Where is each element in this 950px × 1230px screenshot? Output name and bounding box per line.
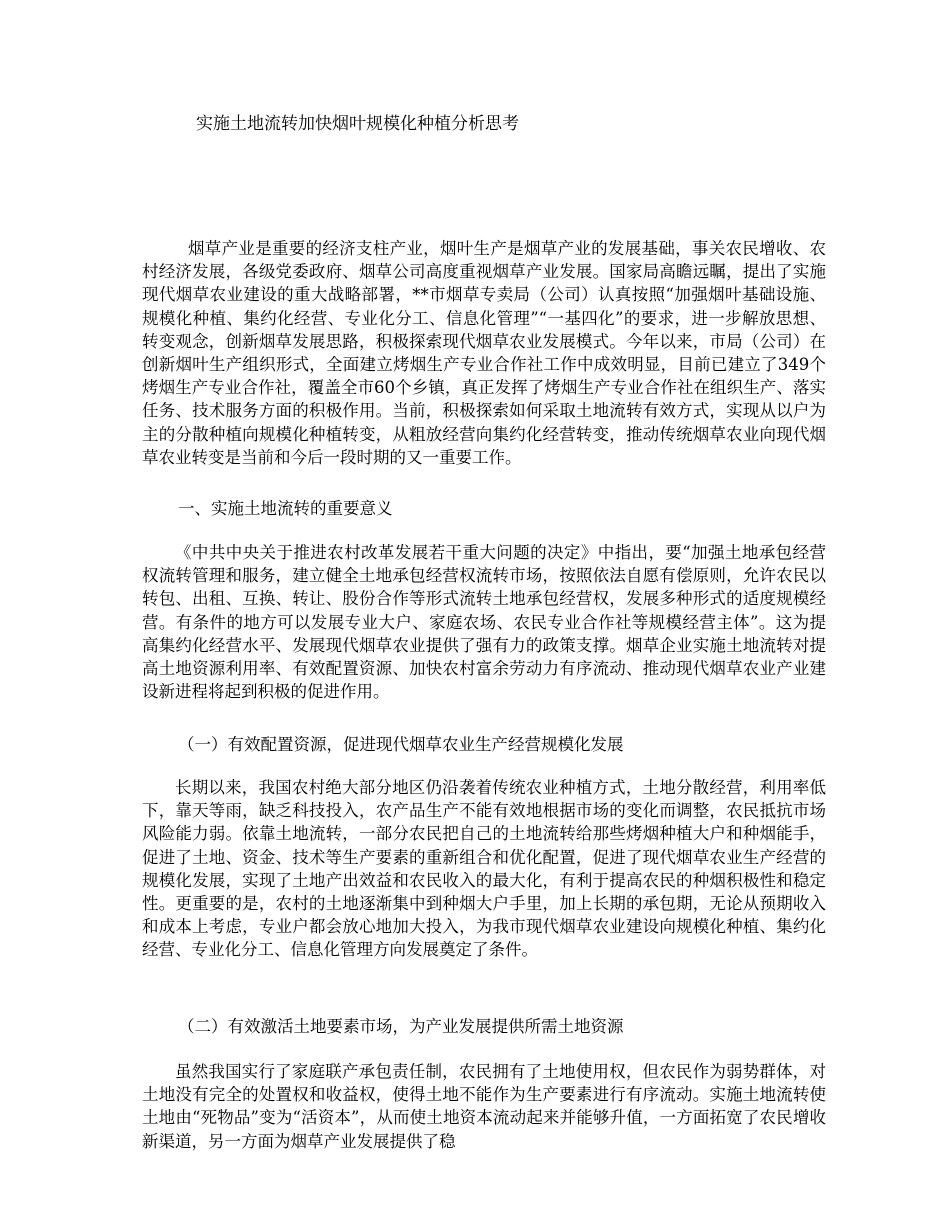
paragraph-2: 长期以来，我国农村绝大部分地区仍沿袭着传统农业种植方式，土地分散经营，利用率低下，靠天等雨，缺乏科技投入，农产品生产不能有效地根据市场的变化而调整，农民抵抗市场风险能力弱。依靠土地流转，一部分农民把自己的土地流转给那些烤烟种植大户和种烟能手，促进了土地、资金、技术等生产要素的重新组合和优化配置，促进了现代烟草农业生产经营的规模化发展，实现了土地产出效益和农民收入的最大化，有利于提高农民的种烟积极性和稳定性。更重要的是，农村的土地逐渐集中到种烟大户手里，加上长期的承包期，无论从预期收入和成本上考虑，专业户都会放心地加大投入，为我市现代烟草农业建设向规模化种植、集约化经营、专业化分工、信息化管理方向发展奠定了条件。 [142,778,826,960]
section-heading-1: 一、实施土地流转的重要意义 [178,499,393,518]
subsection-heading-2: （二）有效激活土地要素市场，为产业发展提供所需土地资源 [178,1017,624,1036]
subsection-heading-1: （一）有效配置资源，促进现代烟草农业生产经营规模化发展 [178,735,624,754]
paragraph-1: 《中共中央关于推进农村改革发展若干重大问题的决定》中指出，要“加强土地承包经营权流转管理和服务，建立健全土地承包经营权流转市场，按照依法自愿有偿原则，允许农民以转包、出租、互换、转让、股份合作等形式流转土地承包经营权，发展多种形式的适度规模经营。有条件的地方可以发展专业大户、家庭农场、农民专业合作社等规模经营主体”。这为提高集约化经营水平、发展现代烟草农业提供了强有力的政策支撑。烟草企业实施土地流转对提高土地资源利用率、有效配置资源、加快农村富余劳动力有序流动、推动现代烟草农业产业建设新进程将起到积极的促进作用。 [142,543,826,702]
paragraph-3: 虽然我国实行了家庭联产承包责任制，农民拥有了土地使用权，但农民作为弱势群体，对土地没有完全的处置权和收益权，使得土地不能作为生产要素进行有序流动。实施土地流转使土地由“死物品”变为“活资本”，从而使土地资本流动起来并能够升值，一方面拓宽了农民增收新渠道，另一方面为烟草产业发展提供了稳 [142,1062,826,1151]
paragraph-intro: 烟草产业是重要的经济支柱产业，烟叶生产是烟草产业的发展基础，事关农民增收、农村经济发展，各级党委政府、烟草公司高度重视烟草产业发展。国家局高瞻远瞩，提出了实施现代烟草农业建设的重大战略部署，**市烟草专卖局（公司）认真按照“加强烟叶基础设施、规模化种植、集约化经营、专业化分工、信息化管理”“一基四化”的要求，进一步解放思想、转变观念，创新烟草发展思路，积极探索现代烟草农业发展模式。今年以来，市局（公司）在创新烟叶生产组织形式，全面建立烤烟生产专业合作社工作中成效明显，目前已建立了349个烤烟生产专业合作社，覆盖全市60个乡镇，真正发挥了烤烟生产专业合作社在组织生产、落实任务、技术服务方面的积极作用。当前，积极探索如何采取土地流转有效方式，实现从以户为主的分散种植向规模化种植转变，从粗放经营向集约化经营转变，推动传统烟草农业向现代烟草农业转变是当前和今后一段时期的又一重要工作。 [142,239,826,467]
document-title: 实施土地流转加快烟叶规模化种植分析思考 [196,114,519,134]
